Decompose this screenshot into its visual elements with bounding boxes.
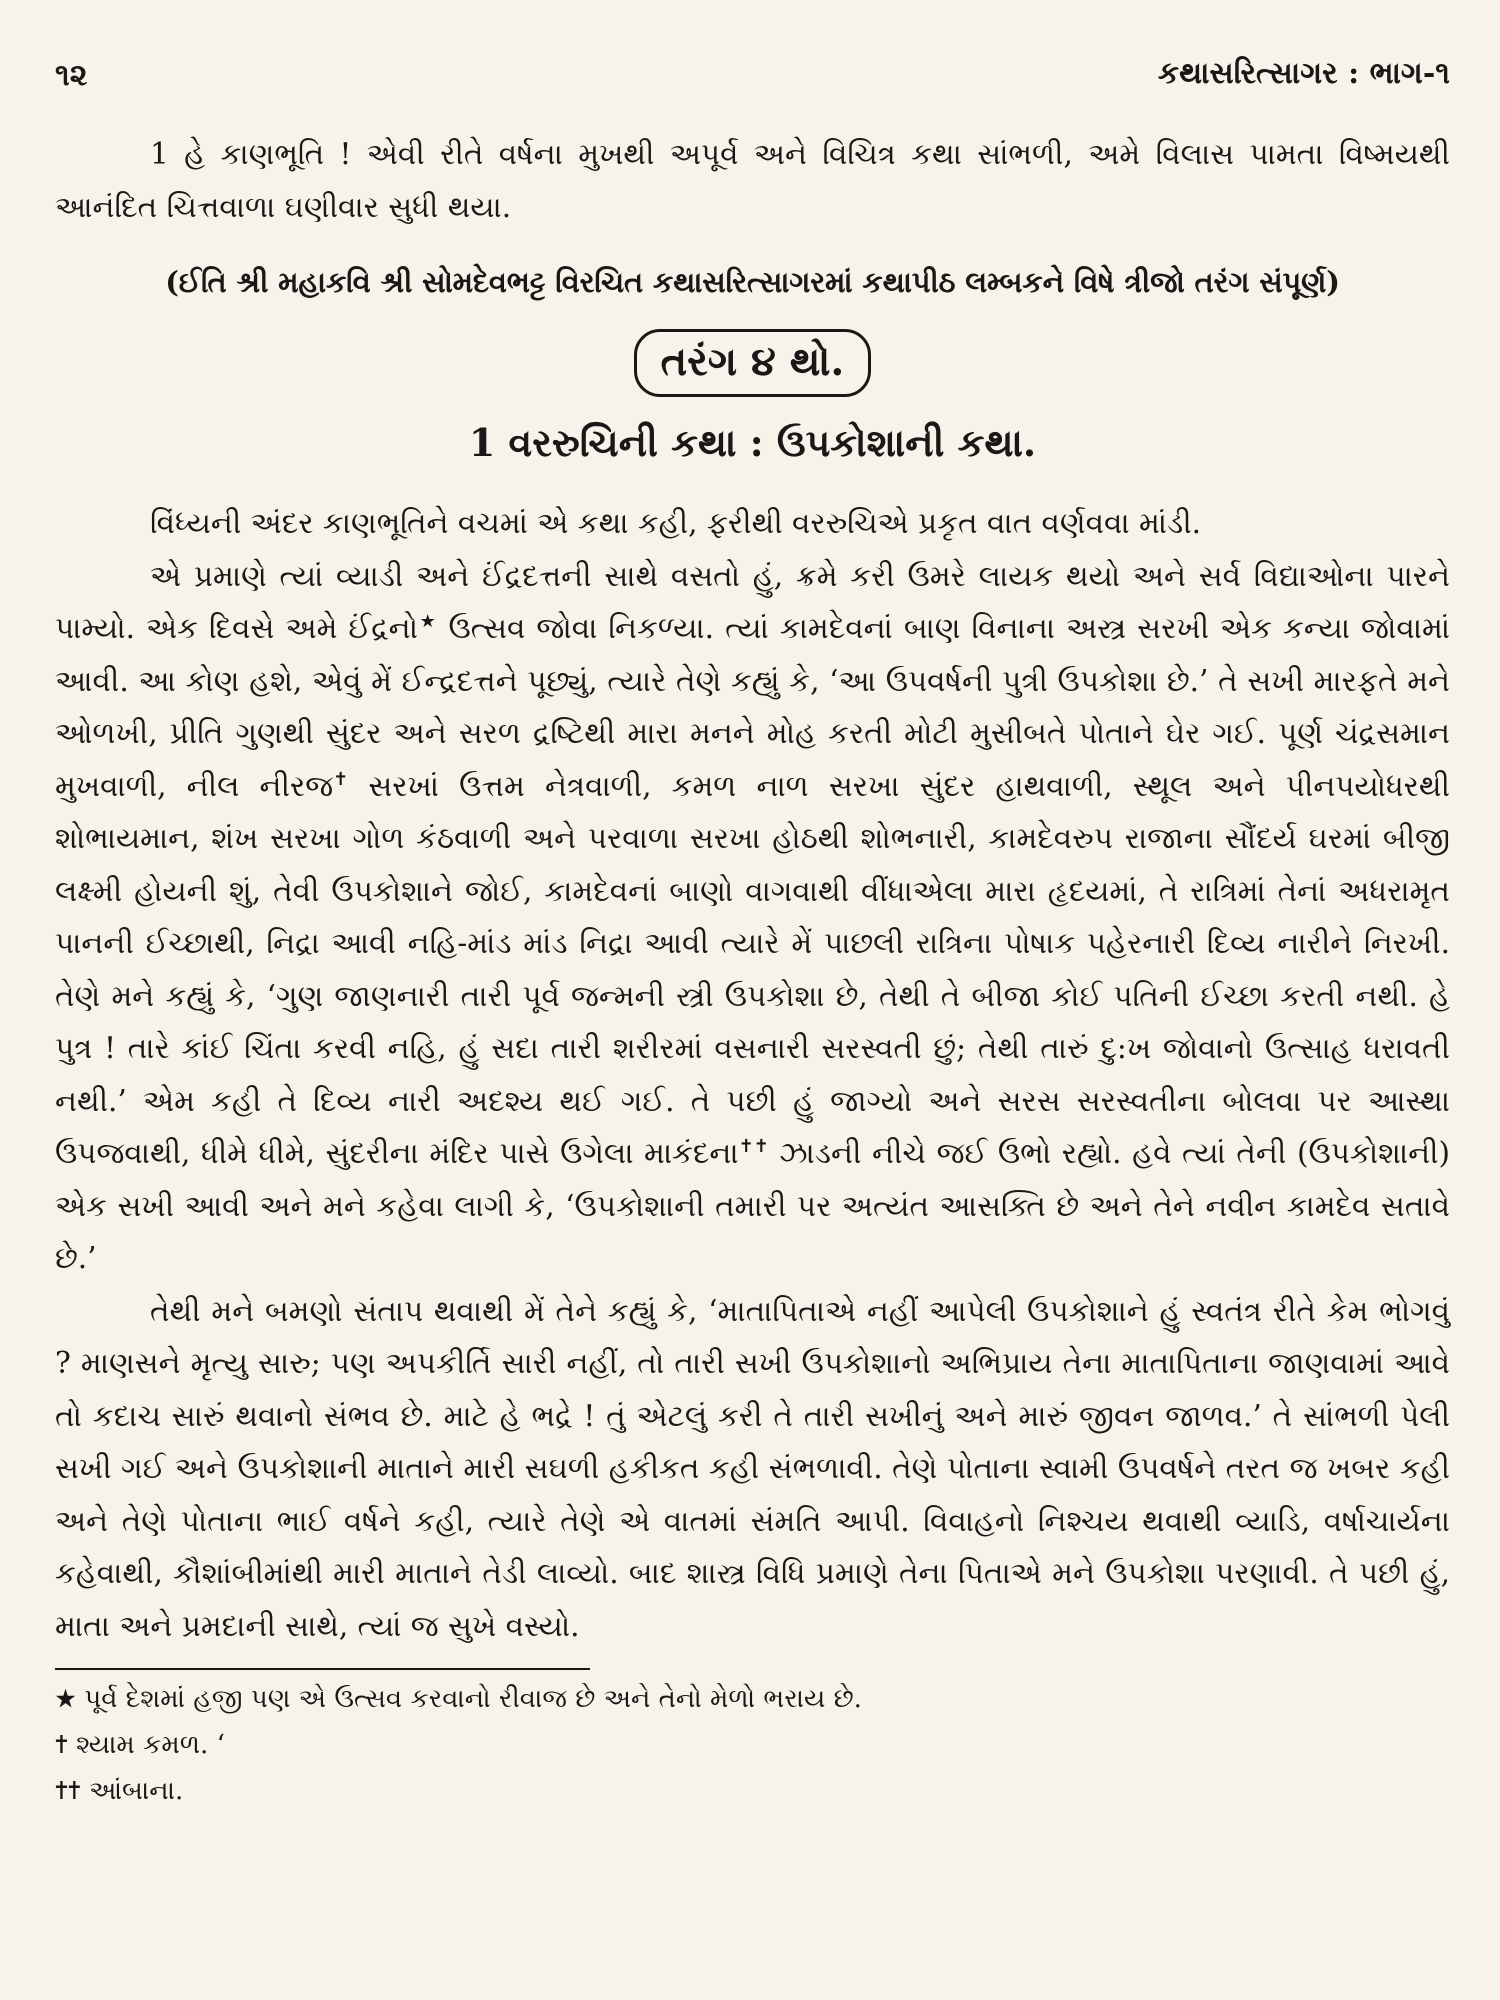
paragraph-2 bbox=[55, 550, 1450, 1285]
page-number: ૧૨ bbox=[55, 58, 88, 93]
paragraph-2-part-b: ઉત્સવ જોવા નિકળ્યા. ત્યાં કામદેવનાં બાણ વિનાના અસ્ત્ર સરખી એક કન્યા જોવામાં આવી. આ કોણ હશે, એવું મેં ઈન્દ્રદત્તને પૂછ્યું, ત્યારે તેણે કહ્યું કે, ‘આ ઉપવર્ષની પુત્રી ઉપકોશા છે.’ તે સખી મારફતે મને ઓળખી, પ્રીતિ ગુણથી સુંદર અને સરળ દ્રષ્ટિથી મારા મનને મોહ કરતી મોટી મુસીબતે પોતાને ઘેર ગઈ. પૂર્ણ ચંદ્રસમાન મુખવાળી, નીલ નીરજ bbox=[55, 611, 1451, 803]
paragraph-2-part-d: ઝાડની નીચે જઈ ઉભો રહ્યો. હવે ત્યાં તેની (ઉપકોશાની) એક સખી આવી અને મને કહેવા લાગી કે, ‘ઉપકોશાની તમારી પર અત્યંત આસક્તિ છે અને તેને નવીન કામદેવ સતાવે છે.’ bbox=[55, 1136, 1450, 1275]
chapter-heading bbox=[55, 329, 1450, 397]
footnote-marker-star: ★ bbox=[418, 611, 438, 633]
paragraph-2-part-c: સરખાં ઉત્તમ નેત્રવાળી, કમળ નાળ સરખા સુંદર હાથવાળી, સ્થૂલ અને પીનપયોધરથી શોભાયમાન, શંખ સરખા ગોળ કંઠવાળી અને પરવાળા સરખા હોઠથી શોભનારી, કામદેવરુપ રાજાના સૌંદર્ય ઘરમાં બીજી લક્ષ્મી હોયની શું, તેવી ઉપકોશાને જોઈ, કામદેવનાં બાણો વાગવાથી વીંધાએલા મારા હૃદયમાં, તે રાત્રિમાં તેનાં અધરામૃત પાનની ઈચ્છાથી, નિદ્રા આવી નહિ-માંડ માંડ નિદ્રા આવી ત્યારે મેં પાછલી રાત્રિના પોષાક પહેરનારી દિવ્ય નારીને નિરખી. તેણે મને કહ્યું કે, ‘ગુણ જાણનારી તારી પૂર્વ જન્મની સ્ત્રી ઉપકોશા છે, તેથી તે બીજા કોઈ પતિની ઈચ્છા કરતી નથી. હે પુત્ર ! તારે કાંઈ ચિંતા કરવી નહિ, હું સદા તારી શરીરમાં વસનારી સરસ્વતી છું; તેથી તારું દુ:ખ જોવાનો ઉત્સાહ ધરાવતી નથી.’ એમ કહી તે દિવ્ય નારી અદશ્ય થઈ ગઈ. તે પછી હું જાગ્યો અને સરસ સરસ્વતીના બોલવા પર આસ્થા ઉપજવાથી, ધીમે ધીમે, સુંદરીના મંદિર પાસે ઉગેલા માકંદના bbox=[55, 768, 1450, 1170]
footnote-double-dagger: ✝✝ આંબાના. bbox=[55, 1776, 184, 1806]
footnote-dagger: ✝ શ્યામ કમળ. ‘ bbox=[55, 1730, 225, 1760]
footnote-marker-double-dagger: ✝✝ bbox=[738, 1136, 769, 1158]
paragraph-3: તેથી મને બમણો સંતાપ થવાથી મેં તેને કહ્યું કે, ‘માતાપિતાએ નહીં આપેલી ઉપકોશાને હું સ્વતંત્ર રીતે કેમ ભોગવું ? માણસને મૃત્યુ સારુ; પણ અપકીર્તિ સારી નહીં, તો તારી સખી ઉપકોશાનો અભિપ્રાય તેના માતાપિતાના જાણવામાં આવે તો કદાચ સારું થવાનો સંભવ છે. માટે હે ભદ્રે ! તું એટલું કરી તે તારી સખીનું અને મારું જીવન જાળવ.’ તે સાંભળી પેલી સખી ગઈ અને ઉપકોશાની માતાને મારી સઘળી હકીકત કહી સંભળાવી. તેણે પોતાના સ્વામી ઉપવર્ષને તરત જ ખબર કહી અને તેણે પોતાના ભાઈ વર્ષને કહી, ત્યારે તેણે એ વાતમાં સંમતિ આપી. વિવાહનો નિશ્ચય થવાથી વ્યાડિ, વર્ષાચાર્યના કહેવાથી, કૌશાંબીમાંથી મારી માતાને તેડી લાવ્યો. બાદ શાસ્ત્ર વિધિ પ્રમાણે તેના પિતાએ મને ઉપકોશા પરણાવી. તે પછી હું, માતા અને પ્રમદાની સાથે, ત્યાં જ સુખે વસ્યો. bbox=[55, 1293, 1450, 1643]
intro-paragraph: 1 હે કાણભૂતિ ! એવી રીતે વર્ષના મુખથી અપૂર્વ અને વિચિત્ર કથા સાંભળી, અમે વિલાસ પામતા વિષ્મયથી આનંદિત ચિત્તવાળા ઘણીવાર સુધી થયા. bbox=[55, 137, 1450, 224]
book-page bbox=[55, 40, 1450, 1970]
story-title: 1 વરરુચિની કથા : ઉપકોશાની કથા. bbox=[468, 420, 1037, 465]
running-title: કથાસરિત્સાગર : ભાગ-૧ bbox=[1157, 56, 1450, 91]
chapter-badge: તરંગ ૪ થો. bbox=[634, 329, 872, 397]
footnote-star: ★ પૂર્વ દેશમાં હજી પણ એ ઉત્સવ કરવાનો રીવાજ છે અને તેનો મેળો ભરાય છે. bbox=[55, 1684, 862, 1714]
paragraph-1: વિંધ્યની અંદર કાણભૂતિને વચમાં એ કથા કહી, ફરીથી વરરુચિએ પ્રકૃત વાત વર્ણવવા માંડી. bbox=[150, 506, 1202, 540]
chapter-colophon: (ઈતિ શ્રી મહાકવિ શ્રી સોમદેવભટ્ટ વિરચિત કથાસરિત્સાગરમાં કથાપીઠ લમ્બકને વિષે ત્રીજો તરંગ સંપૂર્ણ) bbox=[165, 265, 1340, 299]
footnote-marker-dagger: ✝ bbox=[333, 768, 349, 790]
story-body bbox=[55, 497, 1450, 1652]
footnotes bbox=[55, 1676, 1450, 1814]
page-header bbox=[55, 40, 1450, 100]
paragraph-2-part-a: એ પ્રમાણે ત્યાં વ્યાડી અને ઈંદ્રદત્તની સાથે વસતો હું, ક્રમે કરી ઉમરે લાયક થયો અને સર્વ વિદ્યાઓના પારને પામ્યો. એક દિવસે અમે ઈંદ્રનો bbox=[55, 558, 1450, 645]
footnote-divider bbox=[55, 1668, 590, 1670]
